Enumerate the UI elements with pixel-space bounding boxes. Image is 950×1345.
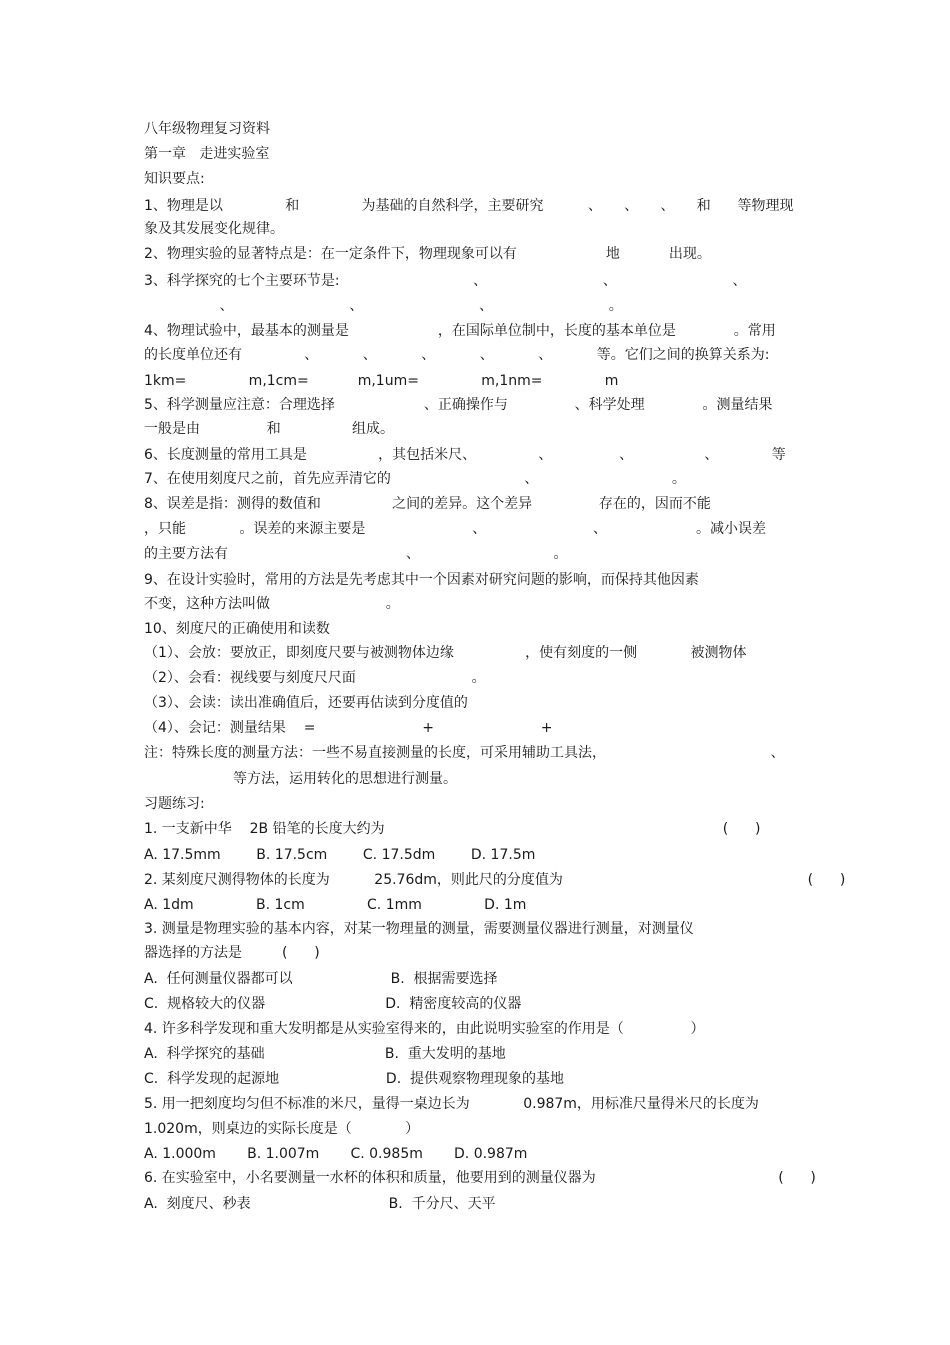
text-line: 1km= m,1cm= m,1um= m,1nm= m (144, 373, 619, 389)
text-line: 的长度单位还有 、 、 、 、 、 等。它们之间的换算关系为: (144, 347, 770, 363)
answer-options: A. 科学探究的基础 B. 重大发明的基地 (144, 1046, 506, 1062)
answer-options: A. 刻度尺、秒表 B. 千分尺、天平 (144, 1196, 496, 1212)
text-line: ，只能 。误差的来源主要是 、 、 。减小误差 (144, 521, 767, 537)
question-line: 2. 某刻度尺测得物体的长度为 25.76dm，则此尺的分度值为 ( ) (144, 872, 846, 888)
question-line: 3. 测量是物理实验的基本内容，对某一物理量的测量，需要测量仪器进行测量，对测量仪 (144, 921, 694, 937)
answer-options: A. 17.5mm B. 17.5cm C. 17.5dm D. 17.5m (144, 847, 536, 863)
text-line: 注：特殊长度的测量方法：一些不易直接测量的长度，可采用辅助工具法， 、 (144, 745, 785, 761)
answer-options: C. 规格较大的仪器 D. 精密度较高的仪器 (144, 996, 522, 1012)
text-line: 1、物理是以 和 为基础的自然科学，主要研究 、 、 、 和 等物理现 (144, 198, 794, 214)
text-line: （2）、会看：视线要与刻度尺尺面 。 (144, 670, 486, 686)
text-line: 的主要方法有 、 。 (144, 546, 568, 562)
text-line: 4、物理试验中，最基本的测量是 ，在国际单位制中，长度的基本单位是 。常用 (144, 323, 776, 339)
text-line: 8、误差是指：测得的数值和 之间的差异。这个差异 存在的，因而不能 (144, 496, 711, 512)
text-line: 10、刻度尺的正确使用和读数 (144, 621, 330, 637)
answer-options: C. 科学发现的起源地 D. 提供观察物理现象的基地 (144, 1071, 565, 1087)
text-line: 3、科学探究的七个主要环节是: 、 、 、 (144, 273, 747, 289)
text-line: 9、在设计实验时，常用的方法是先考虑其中一个因素对研究问题的影响，而保持其他因素 (144, 572, 699, 588)
section-heading: 知识要点: (144, 171, 205, 187)
text-line: （4）、会记：测量结果 = + + (144, 720, 553, 736)
text-line: （1）、会放：要放正，即刻度尺要与被测物体边缘 ，使有刻度的一侧 被测物体 (144, 645, 747, 661)
answer-options: A. 1dm B. 1cm C. 1mm D. 1m (144, 897, 527, 913)
question-line: 6. 在实验室中，小名要测量一水杯的体积和质量，他要用到的测量仪器为 ( ) (144, 1170, 816, 1186)
text-line: 7、在使用刻度尺之前，首先应弄清它的 、 。 (144, 471, 686, 487)
text-line: （3）、会读：读出准确值后，还要再估读到分度值的 (144, 695, 468, 711)
text-line: 等方法，运用转化的思想进行测量。 (144, 771, 458, 787)
question-line: 4. 许多科学发现和重大发明都是从实验室得来的，由此说明实验室的作用是（ ） (144, 1021, 705, 1037)
text-line: 5、科学测量应注意：合理选择 、正确操作与 、科学处理 。测量结果 (144, 397, 773, 413)
text-line: 、 、 、 。 (144, 298, 623, 314)
chapter-title: 第一章 走进实验室 (144, 146, 270, 162)
text-line: 一般是由 和 组成。 (144, 421, 394, 437)
question-line: 5. 用一把刻度均匀但不标准的米尺，量得一桌边长为 0.987m，用标准尺量得米尺的长度为 (144, 1096, 759, 1112)
question-line: 1.020m，则桌边的实际长度是（ ） (144, 1121, 420, 1137)
text-line: 2、物理实验的显著特点是：在一定条件下，物理现象可以有 地 出现。 (144, 246, 711, 262)
answer-options: A. 1.000m B. 1.007m C. 0.985m D. 0.987m (144, 1146, 528, 1162)
section-heading: 习题练习: (144, 796, 205, 812)
doc-title: 八年级物理复习资料 (144, 121, 270, 137)
answer-options: A. 任何测量仪器都可以 B. 根据需要选择 (144, 971, 498, 987)
text-line: 不变，这种方法叫做 。 (144, 596, 400, 612)
question-line: 器选择的方法是 ( ) (144, 945, 320, 961)
question-line: 1. 一支新中华 2B 铅笔的长度大约为 ( ) (144, 821, 761, 837)
text-line: 象及其发展变化规律。 (144, 221, 284, 237)
text-line: 6、长度测量的常用工具是 ，其包括米尺、 、 、 、 等 (144, 447, 786, 463)
